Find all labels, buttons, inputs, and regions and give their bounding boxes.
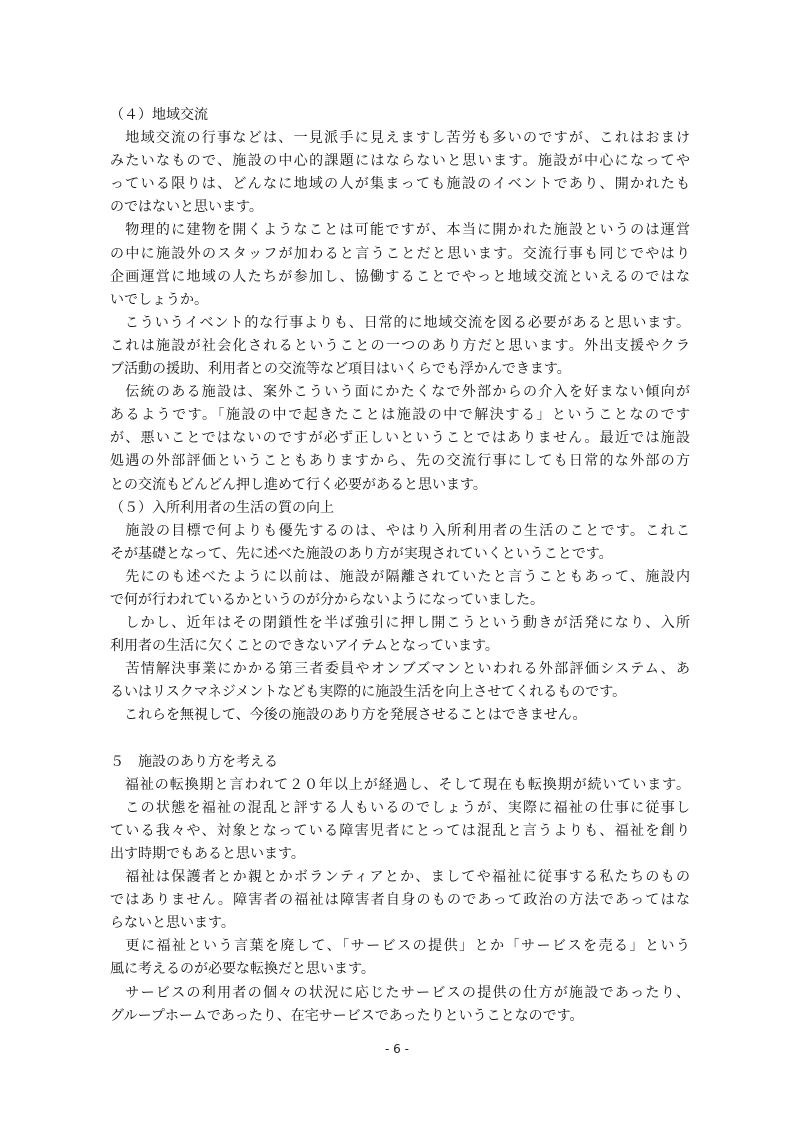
paragraph-line: サービスの利用者の個々の状況に応じたサービスの提供の仕方が施設であったり、 (110, 984, 690, 1001)
paragraph-line: 苦情解決事業にかかる第三者委員やオンブズマンといわれる外部評価システム、あ (110, 661, 690, 678)
paragraph-line: 福祉は保護者とか親とかボランティアとか、ましてや福祉に従事する私たちのもの (110, 869, 690, 886)
paragraph-line: るいはリスクマネジメントなども実際的に施設生活を向上させてくれるものです。 (110, 684, 627, 701)
paragraph-line: しかし、近年はその閉鎖性を半ば強引に押し開こうという動きが活発になり、入所 (110, 615, 690, 632)
section-heading: （４）地域交流 (110, 107, 208, 123)
paragraph-line: ブ活動の援助、利用者との交流等など項目はいくらでも浮かんできます。 (110, 361, 571, 378)
body-text (110, 104, 690, 1028)
paragraph-line: 福祉の転換期と言われて２０年以上が経過し、そして現在も転換期が続いています。 (110, 776, 690, 793)
paragraph-line: のではないと思います。 (110, 199, 263, 216)
paragraph-line: 施設の目標で何よりも優先するのは、やはり入所利用者の生活のことです。これこ (110, 522, 690, 539)
paragraph-line: 利用者の生活に欠くことのできないアイテムとなっています。 (110, 638, 499, 655)
paragraph-line: ではありません。障害者の福祉は障害者自身のものであって政治の方法であってはな (110, 892, 690, 909)
paragraph-line: との交流もどんどん押し進めて行く必要があると思います。 (110, 476, 487, 493)
paragraph-line: グループホームであったり、在宅サービスであったりということなのです。 (110, 1007, 584, 1024)
paragraph-line: が、悪いことではないのですが必ず正しいということではありません。最近では施設 (110, 430, 690, 447)
page-number: - 6 - (385, 1042, 409, 1056)
paragraph-line: みたいなもので、施設の中心的課題にはならないと思います。施設が中心になってや (110, 153, 690, 170)
section-heading: ５ 施設のあり方を考える (110, 753, 278, 770)
paragraph-line: 物理的に建物を開くようなことは可能ですが、本当に開かれた施設というのは運営 (110, 222, 690, 239)
paragraph-line: で何が行われているかというのが分からないようになっていました。 (110, 591, 544, 608)
paragraph-line: 更に福祉という言葉を廃して、「サービスの提供」とか「サービスを売る」という (110, 938, 690, 955)
paragraph-line: これらを無視して、今後の施設のあり方を発展させることはできません。 (110, 707, 587, 724)
paragraph-line: そが基礎となって、先に述べた施設のあり方が実現されていくということです。 (110, 545, 613, 562)
paragraph-line: らないと思います。 (110, 915, 235, 932)
paragraph-line: 伝統のある施設は、案外こういう面にかたくなで外部からの介入を好まない傾向が (110, 384, 690, 401)
paragraph-line: の中に施設外のスタッフが加わると言うことだと思います。交流行事も同じでやはり (110, 245, 690, 262)
paragraph-line: 企画運営に地域の人たちが参加し、協働することでやっと地域交流といえるのではな (110, 268, 690, 285)
paragraph-line: 出す時期でもあると思います。 (110, 846, 305, 862)
paragraph-line: 処遇の外部評価ということもありますから、先の交流行事にしても日常的な外部の方 (110, 453, 690, 470)
paragraph-line: この状態を福祉の混乱と評する人もいるのでしょうが、実際に福祉の仕事に従事し (110, 799, 690, 816)
paragraph-line: ている我々や、対象となっている障害児者にとっては混乱と言うよりも、福祉を創り (110, 822, 690, 839)
paragraph-line: あるようです。「施設の中で起きたことは施設の中で解決する」ということなのです (110, 407, 690, 424)
section-heading: （５）入所利用者の生活の質の向上 (110, 499, 334, 516)
blank-line (110, 728, 690, 751)
paragraph-line: 先にのも述べたように以前は、施設が隔離されていたと言うこともあって、施設内 (110, 568, 690, 585)
paragraph-line: 風に考えるのが必要な転換だと思います。 (110, 961, 375, 978)
paragraph-line: 地域交流の行事などは、一見派手に見えますし苦労も多いのですが、これはおまけ (110, 130, 690, 147)
paragraph-line: これは施設が社会化されるということの一つのあり方だと思います。外出支援やクラ (110, 337, 690, 354)
paragraph-line: いでしょうか。 (110, 291, 208, 308)
paragraph-line: こういうイベント的な行事よりも、日常的に地域交流を図る必要があると思います。 (110, 314, 690, 331)
paragraph-line: っている限りは、どんなに地域の人が集まっても施設のイベントであり、開かれたも (110, 176, 690, 193)
